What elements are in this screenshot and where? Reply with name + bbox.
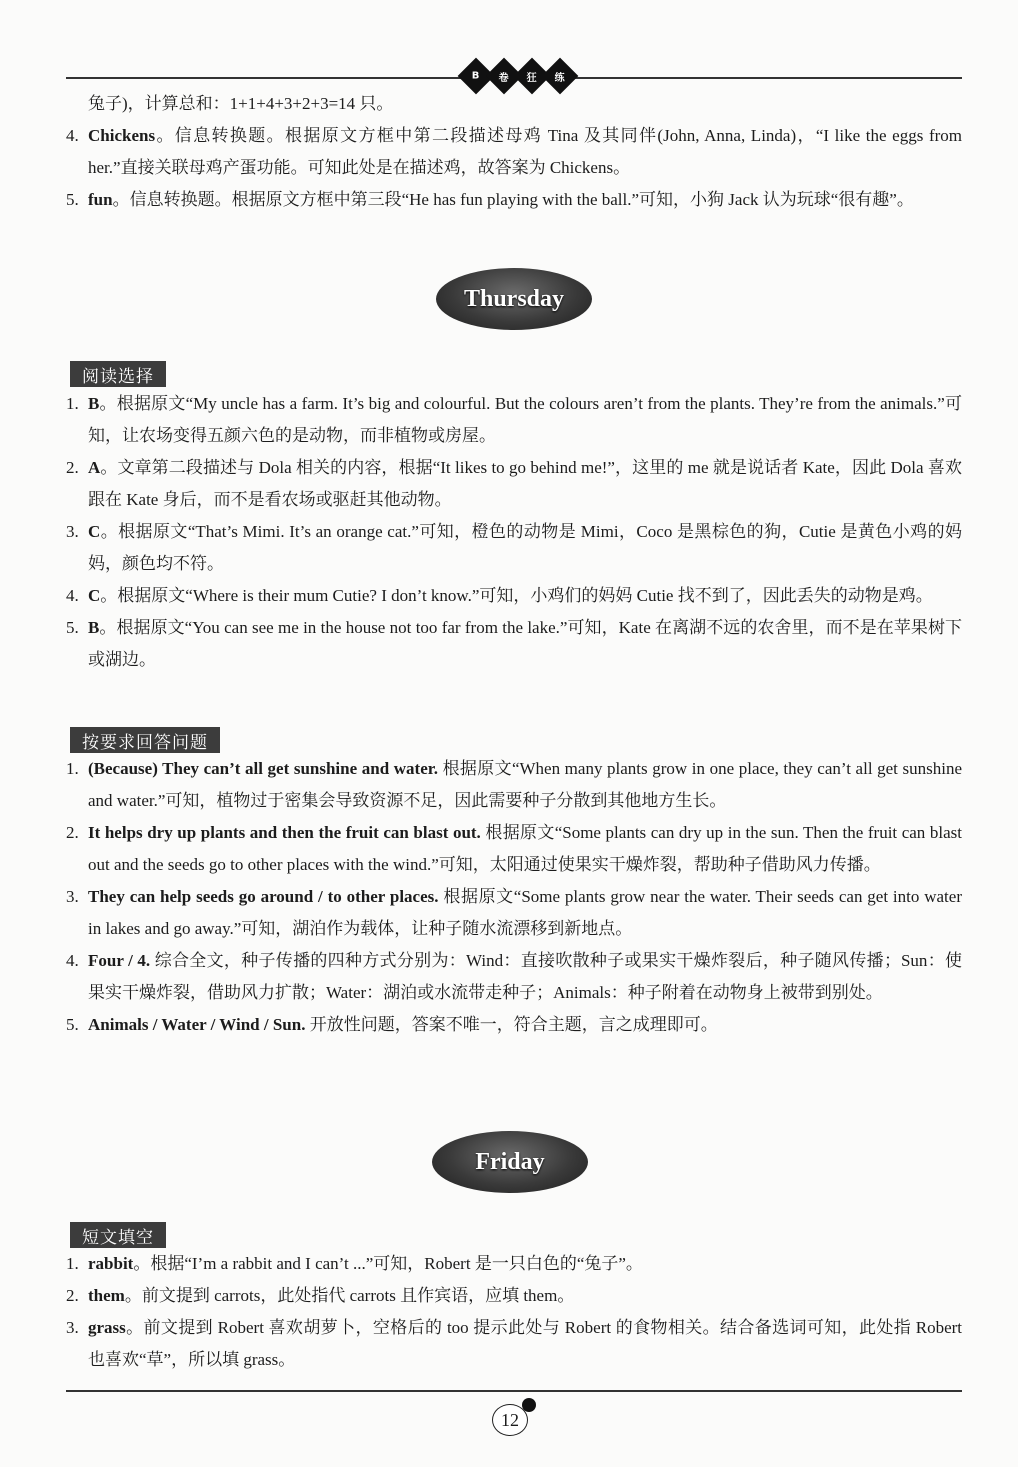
day-title-thursday: Thursday xyxy=(436,268,592,330)
answer-item: 1. rabbit。根据“I’m a rabbit and I can’t ...”可知，Robert 是一只白色的“兔子”。 xyxy=(66,1254,643,1273)
answer-item: 4. Chickens。信息转换题。根据原文方框中第二段描述母鸡 Tina 及其同伴(John, Anna, Linda)，“I like the eggs from her.”直接关联母鸡产蛋功能。可知此处是在描述鸡，故答案为 Chickens。 xyxy=(66,126,962,177)
answer-item: 4. C。根据原文“Where is their mum Cutie? I don’t know.”可知，小鸡们的妈妈 Cutie 找不到了，因此丢失的动物是鸡。 xyxy=(66,586,933,605)
answer-item: 5. Animals / Water / Wind / Sun. 开放性问题，答案不唯一，符合主题，言之成理即可。 xyxy=(66,1015,718,1034)
cloze-section xyxy=(66,1248,962,1376)
answer-item: 2. them。前文提到 carrots，此处指代 carrots 且作宾语，应填 them。 xyxy=(66,1286,575,1305)
page-number: 12 xyxy=(492,1404,528,1436)
day-title-friday: Friday xyxy=(432,1131,588,1193)
questions-section xyxy=(66,753,962,1041)
answer-item: 1. (Because) They can’t all get sunshine and water. 根据原文“When many plants grow in one place, they can’t all get sunshine and water.”可知，植物过于密集会导致资源不足，因此需要种子分散到其他地方生长。 xyxy=(66,759,962,810)
header-badges xyxy=(463,63,573,89)
answer-item: 5. fun。信息转换题。根据原文方框中第三段“He has fun playing with the ball.”可知，小狗 Jack 认为玩球“很有趣”。 xyxy=(66,190,914,209)
answer-item: 2. It helps dry up plants and then the fruit can blast out. 根据原文“Some plants can dry up in the sun. Then the fruit can blast out and the seeds go to other places with the wind.”可知，太阳通过使果实干燥炸裂，帮助种子借助风力传播。 xyxy=(66,823,962,874)
reading-section xyxy=(66,388,962,676)
top-section xyxy=(66,88,962,216)
answer-item: 1. B。根据原文“My uncle has a farm. It’s big and colourful. But the colours aren’t from the plants. They’re from the animals.”可知，让农场变得五颜六色的是动物，而非植物或房屋。 xyxy=(66,394,962,445)
answer-item: 3. They can help seeds go around / to other places. 根据原文“Some plants grow near the water. Their seeds can get into water in lakes and go away.”可知，湖泊作为载体，让种子随水流漂移到新地点。 xyxy=(66,887,962,938)
header-badge: 练 xyxy=(542,58,579,95)
page-number-dot xyxy=(522,1398,536,1412)
continuation-line: 兔子)，计算总和：1+1+4+3+2+3=14 只。 xyxy=(88,94,394,113)
footer-rule xyxy=(66,1390,962,1392)
section-tag-cloze: 短文填空 xyxy=(70,1222,166,1248)
section-tag-reading: 阅读选择 xyxy=(70,361,166,387)
answer-item: 4. Four / 4. 综合全文，种子传播的四种方式分别为：Wind：直接吹散种子或果实干燥炸裂后，种子随风传播；Sun：使果实干燥炸裂，借助风力扩散；Water：湖泊或水流带走种子；Animals：种子附着在动物身上被带到别处。 xyxy=(66,951,962,1002)
answer-item: 5. B。根据原文“You can see me in the house not too far from the lake.”可知，Kate 在离湖不远的农舍里，而不是在苹果树下或湖边。 xyxy=(66,618,962,669)
header-badge: 卷 xyxy=(486,58,523,95)
header-badge: B xyxy=(458,58,495,95)
answer-item: 3. grass。前文提到 Robert 喜欢胡萝卜，空格后的 too 提示此处与 Robert 的食物相关。结合备选词可知，此处指 Robert 也喜欢“草”，所以填 grass。 xyxy=(66,1318,962,1369)
header-badge: 狂 xyxy=(514,58,551,95)
answer-item: 3. C。根据原文“That’s Mimi. It’s an orange cat.”可知，橙色的动物是 Mimi，Coco 是黑棕色的狗，Cutie 是黄色小鸡的妈妈，颜色均不符。 xyxy=(66,522,962,573)
answer-item: 2. A。文章第二段描述与 Dola 相关的内容，根据“It likes to go behind me!”，这里的 me 就是说话者 Kate，因此 Dola 喜欢跟在 Kate 身后，而不是看农场或驱赶其他动物。 xyxy=(66,458,962,509)
section-tag-questions: 按要求回答问题 xyxy=(70,727,220,753)
